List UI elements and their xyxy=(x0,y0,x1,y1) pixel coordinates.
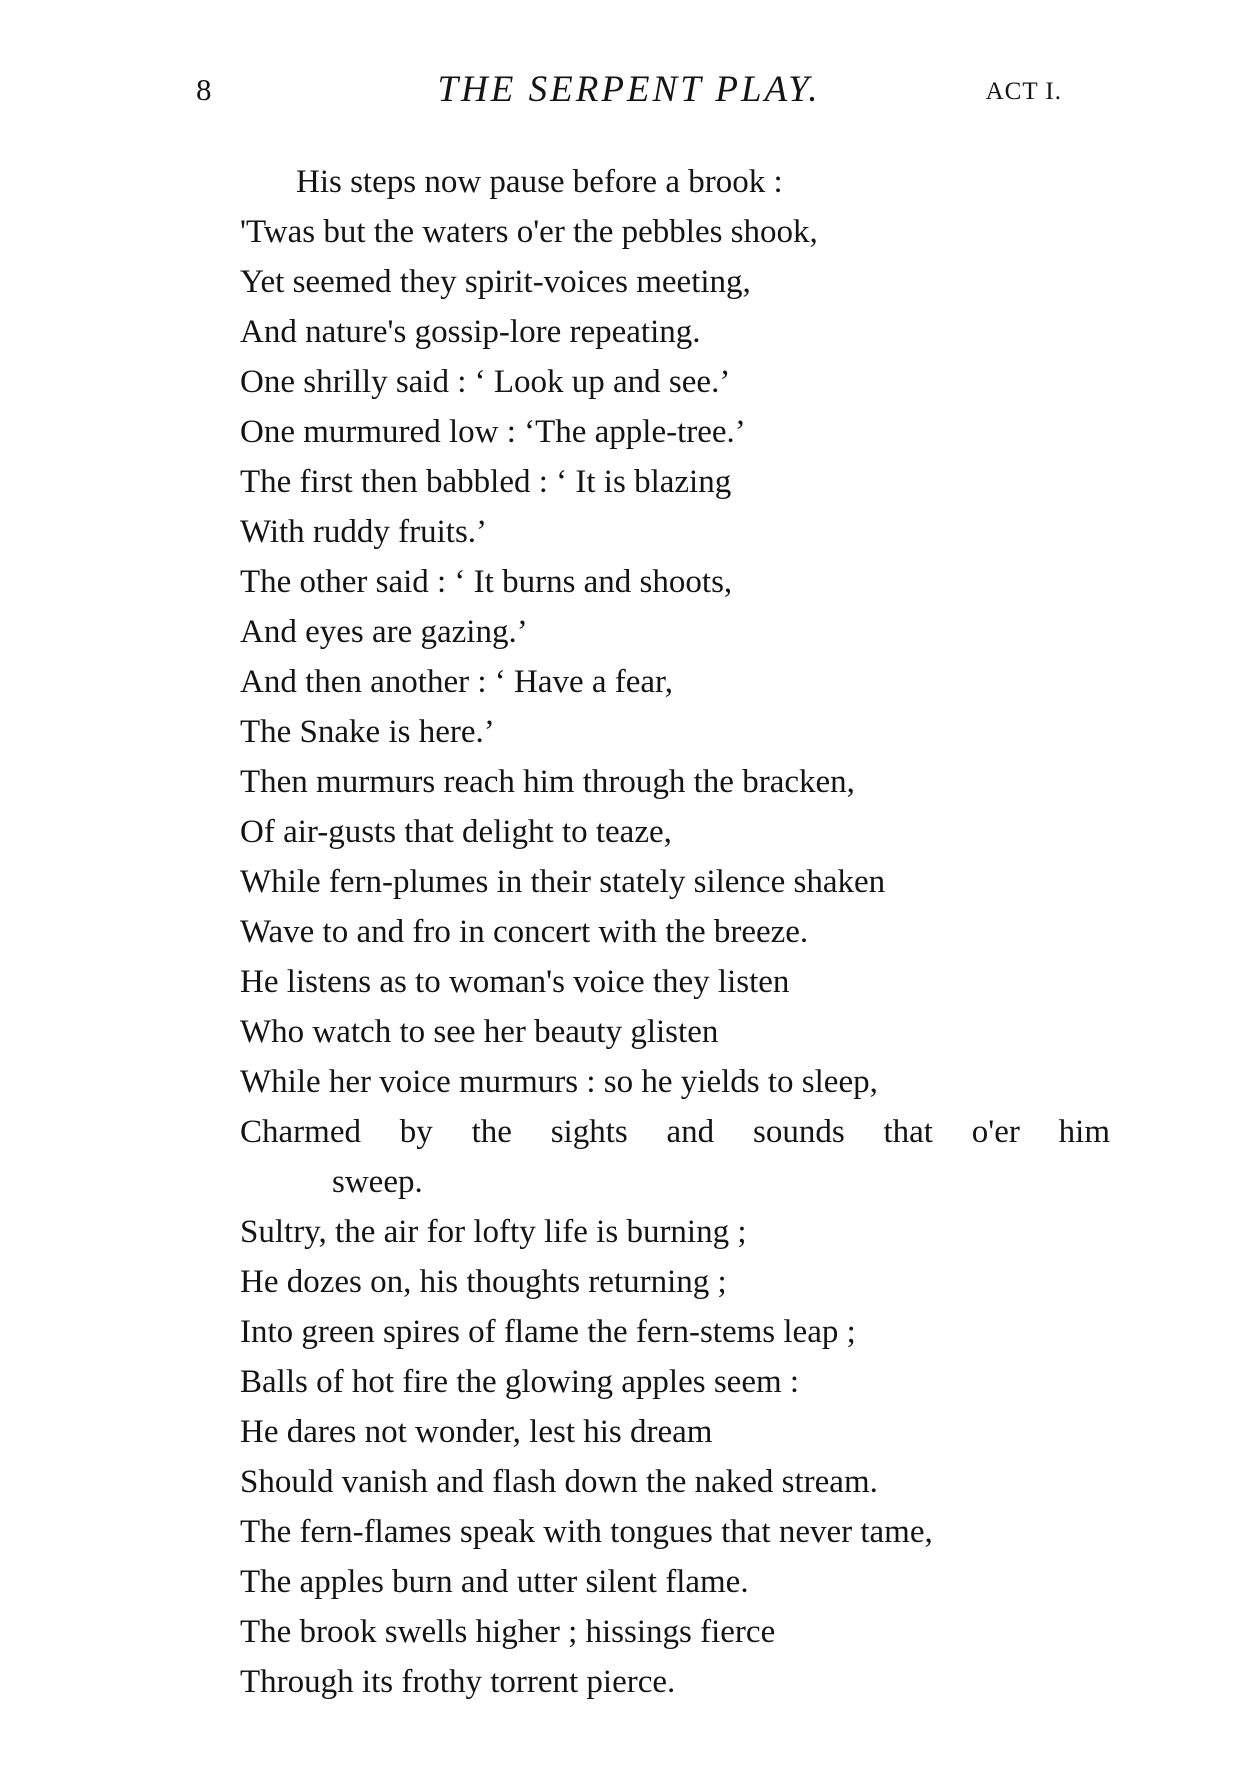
page-number: 8 xyxy=(196,72,212,107)
poem-line: The Snake is here.’ xyxy=(240,714,495,750)
act-label: ACT I. xyxy=(985,78,1062,105)
poem-line: The other said : ‘ It burns and shoots, xyxy=(240,564,733,600)
poem-line: Yet seemed they spirit-voices meeting, xyxy=(240,264,751,300)
poem-line: While her voice murmurs : so he yields to sleep, xyxy=(240,1064,878,1100)
poem-line: Balls of hot fire the glowing apples seem : xyxy=(240,1364,800,1400)
running-header xyxy=(196,70,1062,120)
poem-line: The fern-flames speak with tongues that never tame, xyxy=(240,1514,933,1550)
poem-line: Through its frothy torrent pierce. xyxy=(240,1664,676,1700)
poem-line: The apples burn and utter silent flame. xyxy=(240,1564,749,1600)
poem-line: Charmed by the sights and sounds that o'er him xyxy=(240,1114,1110,1150)
poem-line: The brook swells higher ; hissings fierce xyxy=(240,1614,776,1650)
poem-line: Then murmurs reach him through the bracken, xyxy=(240,764,855,800)
poem-line: With ruddy fruits.’ xyxy=(240,514,488,550)
poem-line: He dozes on, his thoughts returning ; xyxy=(240,1264,727,1300)
poem-line: He dares not wonder, lest his dream xyxy=(240,1414,713,1450)
poem-line: And eyes are gazing.’ xyxy=(240,614,528,650)
poem-line: Of air-gusts that delight to teaze, xyxy=(240,814,672,850)
poem-line: Into green spires of flame the fern-stems leap ; xyxy=(240,1314,856,1350)
poem-line: His steps now pause before a brook : xyxy=(296,164,783,200)
poem-line: One shrilly said : ‘ Look up and see.’ xyxy=(240,364,731,400)
poem-line: While fern-plumes in their stately silence shaken xyxy=(240,864,886,900)
poem-text xyxy=(240,157,1110,1707)
poem-line: He listens as to woman's voice they listen xyxy=(240,964,790,1000)
poem-line: 'Twas but the waters o'er the pebbles shook, xyxy=(240,214,818,250)
poem-line: Wave to and fro in concert with the breeze. xyxy=(240,914,809,950)
poem-line: The first then babbled : ‘ It is blazing xyxy=(240,464,732,500)
poem-line: One murmured low : ‘The apple-tree.’ xyxy=(240,414,746,450)
running-title: THE SERPENT PLAY. xyxy=(437,69,821,110)
poem-line-turnover: sweep. xyxy=(332,1164,423,1200)
poem-line: Who watch to see her beauty glisten xyxy=(240,1014,719,1050)
poem-line: Should vanish and flash down the naked stream. xyxy=(240,1464,878,1500)
poem-line: And nature's gossip-lore repeating. xyxy=(240,314,701,350)
poem-line: And then another : ‘ Have a fear, xyxy=(240,664,673,700)
poem-line: Sultry, the air for lofty life is burning ; xyxy=(240,1214,747,1250)
